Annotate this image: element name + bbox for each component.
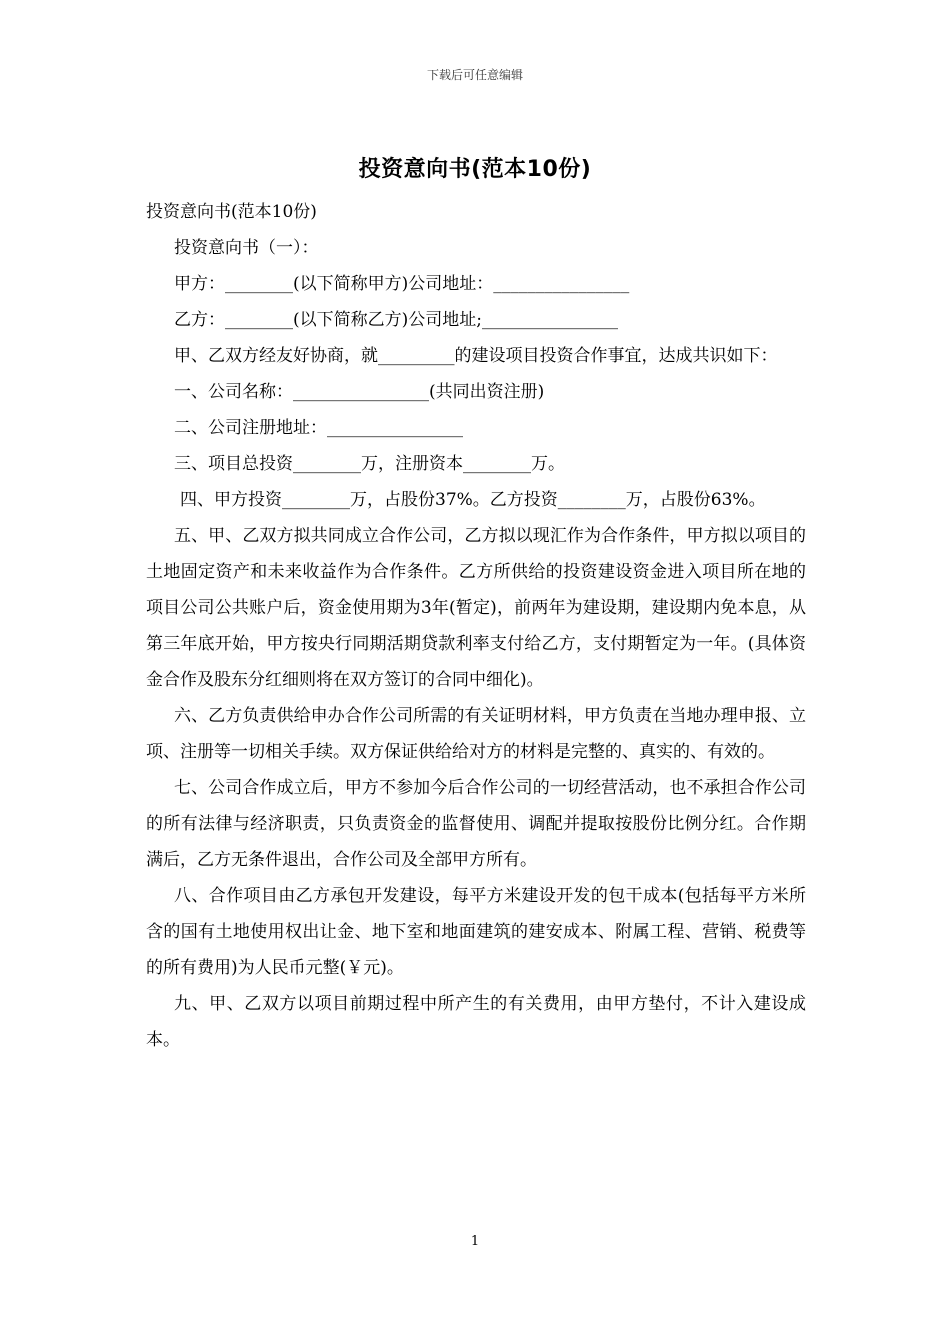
paragraph-clause-8: 八、合作项目由乙方承包开发建设，每平方米建设开发的包干成本(包括每平方米所含的国有土地使用权出让金、地下室和地面建筑的建安成本、附属工程、营销、税费等的所有费用)为人民币元整(￥元)。 (146, 886, 806, 978)
paragraph-clause-9: 九、甲、乙双方以项目前期过程中所产生的有关费用，由甲方垫付，不计入建设成本。 (146, 994, 806, 1050)
paragraph-section-heading: 投资意向书（一）： (174, 238, 319, 258)
paragraph-clause-3: 三、项目总投资________万，注册资本________万。 (174, 454, 565, 474)
paragraph-clause-5: 五、甲、乙双方拟共同成立合作公司，乙方拟以现汇作为合作条件，甲方拟以项目的土地固定资产和未来收益作为合作条件。乙方所供给的投资建设资金进入项目所在地的项目公司公共账户后，资金使用期为3年(暂定)，前两年为建设期，建设期内免本息，从第三年底开始，甲方按央行同期活期贷款利率支付给乙方，支付期暂定为一年。(具体资金合作及股东分红细则将在双方签订的合同中细化)。 (146, 526, 806, 690)
paragraph-clause-6: 六、乙方负责供给申办合作公司所需的有关证明材料，甲方负责在当地办理申报、立项、注册等一切相关手续。双方保证供给给对方的材料是完整的、真实的、有效的。 (146, 706, 806, 762)
document-body (146, 194, 806, 1058)
paragraph-consensus: 甲、乙双方经友好协商，就_________的建设项目投资合作事宜，达成共识如下： (174, 346, 778, 366)
paragraph-clause-2: 二、公司注册地址：________________ (174, 418, 463, 438)
page-number: 1 (470, 1234, 480, 1249)
paragraph-clause-4: 四、甲方投资________万，占股份37%。乙方投资________万，占股份63%。 (180, 490, 766, 510)
paragraph-clause-1: 一、公司名称：________________(共同出资注册) (174, 382, 545, 402)
page-header-note: 下载后可任意编辑 (426, 68, 523, 82)
document-title: 投资意向书(范本10份) (358, 157, 592, 182)
paragraph-party-a: 甲方：________(以下简称甲方)公司地址：________________ (174, 274, 630, 294)
paragraph-party-b: 乙方：________(以下简称乙方)公司地址;________________ (174, 310, 618, 330)
paragraph-clause-7: 七、公司合作成立后，甲方不参加今后合作公司的一切经营活动，也不承担合作公司的所有法律与经济职责，只负责资金的监督使用、调配并提取按股份比例分红。合作期满后，乙方无条件退出，合作公司及全部甲方所有。 (146, 778, 806, 870)
paragraph-subtitle: 投资意向书(范本10份) (146, 202, 317, 222)
